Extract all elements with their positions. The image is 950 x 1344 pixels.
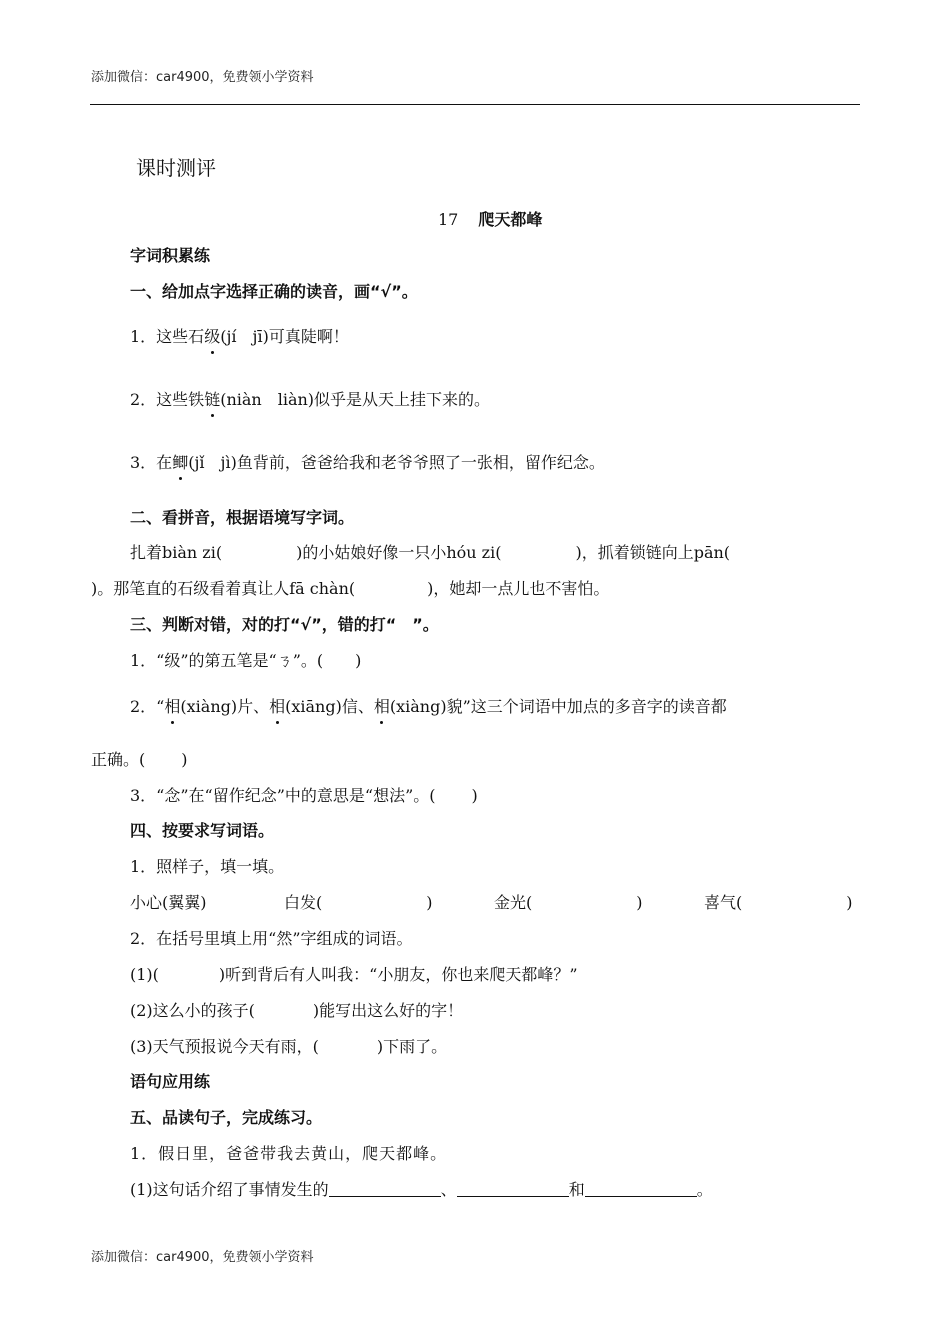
q1-heading: 一、给加点字选择正确的读音，画“√”。 [130,282,418,301]
q4-example-4: 喜气( ) [704,893,853,912]
dotted-char: 鲫 [172,453,189,472]
dotted-char: 相 [164,697,181,716]
q5-sentence-1: 1．假日里，爸爸带我去黄山，爬天都峰。 [130,1144,448,1163]
q5-question-1: (1)这句话介绍了事情发生的 、 和 。 [130,1180,713,1199]
page-title: 课时测评 [136,156,216,180]
lesson-name: 爬天都峰 [478,210,543,229]
q4-answer-2: (2)这么小的孩子( )能写出这么好的字！ [130,1001,464,1020]
section-juzi: 语句应用练 [130,1072,211,1091]
q4-answer-1: (1)( )听到背后有人叫我：“小朋友，你也来爬天都峰？” [130,965,578,984]
lesson-number: 17 [438,210,459,229]
q1-item-2: 2．这些铁链(niàn liàn)似乎是从天上挂下来的。 [130,390,491,409]
q4-sub-1: 1．照样子，填一填。 [130,857,285,876]
q4-answer-3: (3)天气预报说今天有雨，( )下雨了。 [130,1037,448,1056]
q3-item-3: 3．“念”在“留作纪念”中的意思是“想法”。( ) [130,786,478,805]
q3-item-2: 2．“相(xiàng)片、相(xiāng)信、相(xiàng)貌”这三个词语中加点的多音字的读音都 [130,697,727,716]
answer-blank[interactable] [457,1180,569,1197]
header-rule [90,104,860,105]
lesson-title [438,210,542,230]
q2-line-1: 扎着biàn zi( )的小姑娘好像一只小hóu zi( )，抓着锁链向上pān( [130,543,731,562]
q4-heading: 四、按要求写词语。 [130,821,275,840]
q1-item-3: 3．在鲫(jǐ jì)鱼背前，爸爸给我和老爷爷照了一张相，留作纪念。 [130,453,605,472]
dotted-char: 级 [204,327,221,346]
q4-example-1: 小心(翼翼) [130,893,207,912]
page-footer: 添加微信：car4900，免费领小学资料 [91,1250,314,1265]
q4-example-2: 白发( ) [284,893,433,912]
q1-item-1: 1．这些石级(jí jī)可真陡啊！ [130,327,349,346]
answer-blank[interactable] [329,1180,441,1197]
dotted-char: 相 [373,697,390,716]
q3-item-1: 1．“级”的第五笔是“ㄋ”。( ) [130,651,362,670]
page-header: 添加微信：car4900，免费领小学资料 [91,70,314,85]
dotted-char: 链 [204,390,221,409]
answer-blank[interactable] [585,1180,697,1197]
q4-example-3: 金光( ) [494,893,643,912]
q4-sub-2: 2．在括号里填上用“然”字组成的词语。 [130,929,413,948]
q3-item-2-cont: 正确。( ) [91,750,188,769]
q5-heading: 五、品读句子，完成练习。 [130,1108,323,1127]
section-zici: 字词积累练 [130,246,211,265]
q2-heading: 二、看拼音，根据语境写字词。 [130,508,355,527]
q3-heading: 三、判断对错，对的打“√”，错的打“ ”。 [130,615,439,634]
q2-line-2: )。那笔直的石级看着真让人fā chàn( )，她却一点儿也不害怕。 [91,579,610,598]
dotted-char: 相 [269,697,286,716]
